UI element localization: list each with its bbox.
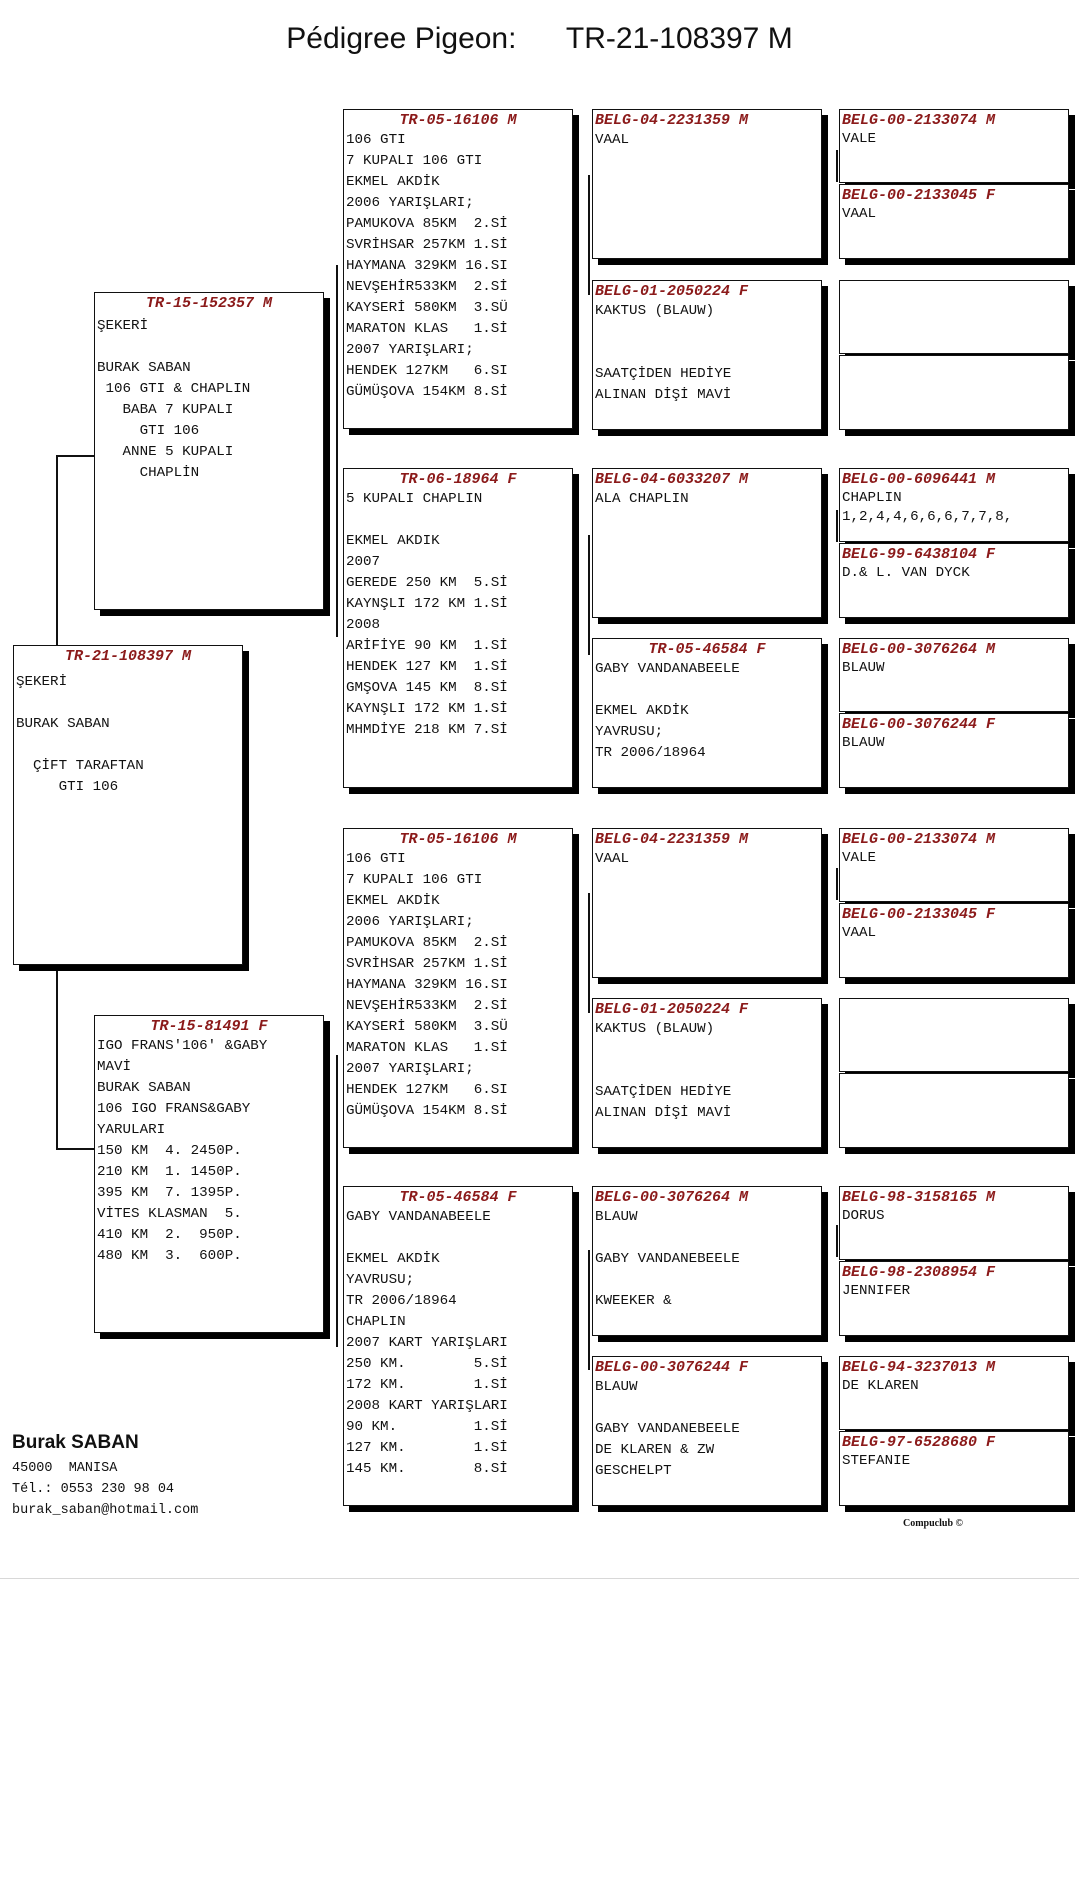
pigeon-card-gen5 bbox=[839, 998, 1069, 1072]
connector bbox=[336, 1055, 338, 1347]
pigeon-card-gen4 bbox=[592, 468, 822, 618]
pigeon-card-gen4 bbox=[592, 638, 822, 788]
pigeon-notes: CHAPLIN 1,2,4,4,6,6,6,7,7,8, bbox=[842, 490, 1013, 525]
ring-number: TR-05-16106 M bbox=[399, 112, 517, 129]
ring-number bbox=[840, 1000, 1068, 1019]
pigeon-notes: 5 KUPALI CHAPLIN EKMEL AKDIK 2007 GEREDE 250 KM 5.Sİ KAYNŞLI 172 KM 1.Sİ 2008 ARİFİYE 90 KM 1.Sİ HENDEK 127 KM 1.Sİ GMŞOVA 145 KM 8.Sİ KAYNŞLI 172 KM 1.Sİ MHMDİYE 218 KM 7.Sİ bbox=[346, 491, 508, 738]
connector bbox=[588, 175, 590, 295]
pigeon-card-gen5 bbox=[839, 184, 1069, 259]
ring-number bbox=[840, 357, 1068, 376]
pigeon-card-gen3 bbox=[343, 828, 573, 1148]
ring-number: BELG-00-3076244 F bbox=[595, 1359, 749, 1376]
pigeon-notes: ALA CHAPLIN bbox=[595, 491, 689, 507]
title-ring: TR-21-108397 M bbox=[565, 22, 793, 55]
pigeon-card-gen4 bbox=[592, 998, 822, 1148]
pigeon-card-subject bbox=[13, 645, 243, 965]
pigeon-card-gen4 bbox=[592, 280, 822, 430]
pigeon-notes: BLAUW bbox=[842, 735, 885, 751]
pigeon-notes: DORUS bbox=[842, 1208, 885, 1224]
ring-number: BELG-97-6528680 F bbox=[842, 1434, 996, 1451]
pigeon-notes: 106 GTI 7 KUPALI 106 GTI EKMEL AKDİK 2006 YARIŞLARI; PAMUKOVA 85KM 2.Sİ SVRİHSAR 257KM 1.Sİ HAYMANA 329KM 16.SI NEVŞEHİR533KM 2.Sİ KAYSERİ 580KM 3.SÜ MARATON KLAS 1.Sİ 2007 YARIŞLARI; HENDEK 127KM 6.SI GÜMÜŞOVA 154KM 8.Sİ bbox=[346, 851, 508, 1119]
connector bbox=[56, 1148, 94, 1150]
ring-number bbox=[840, 282, 1068, 301]
pigeon-notes: BLAUW GABY VANDANEBEELE DE KLAREN & ZW GESCHELPT bbox=[595, 1379, 740, 1479]
connector bbox=[56, 968, 58, 1148]
pigeon-notes: VALE bbox=[842, 131, 877, 147]
ring-number: BELG-94-3237013 M bbox=[842, 1359, 996, 1376]
pigeon-notes: GABY VANDANABEELE EKMEL AKDİK YAVRUSU; TR 2006/18964 CHAPLIN 2007 KART YARIŞLARI 250 KM. 5.Sİ 172 KM. 1.Sİ 2008 KART YARIŞLARI 90 KM. 1.Sİ 127 KM. 1.Sİ 145 KM. 8.Sİ bbox=[346, 1209, 508, 1477]
ring-number: TR-21-108397 M bbox=[64, 648, 192, 665]
pigeon-notes: KAKTUS (BLAUW) SAATÇİDEN HEDİYE ALINAN DİŞİ MAVİ bbox=[595, 1021, 732, 1121]
divider bbox=[0, 1578, 1079, 1579]
connector bbox=[836, 1225, 838, 1257]
pigeon-card-gen4 bbox=[592, 828, 822, 978]
pigeon-card-gen5 bbox=[839, 903, 1069, 978]
connector bbox=[588, 1250, 590, 1370]
ring-number: TR-06-18964 F bbox=[399, 471, 517, 488]
pigeon-card-gen5 bbox=[839, 828, 1069, 902]
ring-number: BELG-00-3076244 F bbox=[842, 716, 996, 733]
ring-number: BELG-00-3076264 M bbox=[595, 1189, 749, 1206]
owner-phone: Tél.: 0553 230 98 04 bbox=[12, 1482, 175, 1497]
pigeon-card-gen5 bbox=[839, 109, 1069, 183]
pigeon-card-gen4 bbox=[592, 109, 822, 259]
ring-number: BELG-00-2133074 M bbox=[842, 831, 996, 848]
pigeon-notes: JENNIFER bbox=[842, 1283, 911, 1299]
connector bbox=[588, 535, 590, 655]
ring-number: TR-05-16106 M bbox=[399, 831, 517, 848]
connector bbox=[56, 455, 58, 645]
pigeon-notes: STEFANIE bbox=[842, 1453, 911, 1469]
pigeon-card-gen5 bbox=[839, 1356, 1069, 1430]
pigeon-card-gen5 bbox=[839, 1073, 1069, 1148]
connector bbox=[836, 510, 838, 542]
ring-number: TR-15-81491 F bbox=[150, 1018, 268, 1035]
ring-number: BELG-00-3076264 M bbox=[842, 641, 996, 658]
pigeon-notes: BLAUW bbox=[842, 660, 885, 676]
pigeon-card-gen5 bbox=[839, 355, 1069, 430]
pigeon-card-gen5 bbox=[839, 280, 1069, 354]
pigeon-card-gen4 bbox=[592, 1186, 822, 1336]
ring-number: TR-05-46584 F bbox=[648, 641, 766, 658]
copyright: Compuclub © bbox=[903, 1518, 963, 1529]
pigeon-card-dam bbox=[94, 1015, 324, 1333]
ring-number: TR-05-46584 F bbox=[399, 1189, 517, 1206]
pigeon-card-gen5 bbox=[839, 713, 1069, 788]
ring-number bbox=[840, 1075, 1068, 1094]
pigeon-card-sire bbox=[94, 292, 324, 610]
pigeon-card-gen3 bbox=[343, 109, 573, 429]
pigeon-card-gen3 bbox=[343, 1186, 573, 1506]
pigeon-notes: 106 GTI 7 KUPALI 106 GTI EKMEL AKDİK 2006 YARIŞLARI; PAMUKOVA 85KM 2.Sİ SVRİHSAR 257KM 1.Sİ HAYMANA 329KM 16.SI NEVŞEHİR533KM 2.Sİ KAYSERİ 580KM 3.SÜ MARATON KLAS 1.Sİ 2007 YARIŞLARI; HENDEK 127KM 6.SI GÜMÜŞOVA 154KM 8.Sİ bbox=[346, 132, 508, 400]
connector bbox=[588, 893, 590, 1013]
connector bbox=[56, 455, 94, 457]
pigeon-notes: D.& L. VAN DYCK bbox=[842, 565, 970, 581]
ring-number: TR-15-152357 M bbox=[145, 295, 273, 312]
owner-email: burak_saban@hotmail.com bbox=[12, 1503, 199, 1518]
title-label: Pédigree Pigeon: bbox=[286, 22, 517, 55]
ring-number: BELG-99-6438104 F bbox=[842, 546, 996, 563]
page-title bbox=[0, 22, 1079, 56]
ring-number: BELG-00-6096441 M bbox=[842, 471, 996, 488]
owner-address: 45000 MANISA bbox=[12, 1461, 118, 1476]
ring-number: BELG-01-2050224 F bbox=[595, 283, 749, 300]
pigeon-card-gen3 bbox=[343, 468, 573, 788]
pigeon-card-gen5 bbox=[839, 543, 1069, 618]
ring-number: BELG-01-2050224 F bbox=[595, 1001, 749, 1018]
pigeon-card-gen5 bbox=[839, 1261, 1069, 1336]
pigeon-notes: VAAL bbox=[842, 206, 877, 222]
pigeon-notes: VAAL bbox=[595, 851, 630, 867]
pigeon-notes: ŞEKERİ BURAK SABAN ÇİFT TARAFTAN GTI 106 bbox=[16, 674, 144, 795]
pigeon-notes: VAAL bbox=[595, 132, 630, 148]
ring-number: BELG-00-2133045 F bbox=[842, 187, 996, 204]
ring-number: BELG-00-2133045 F bbox=[842, 906, 996, 923]
pigeon-notes: ŞEKERİ BURAK SABAN 106 GTI & CHAPLIN BABA 7 KUPALI GTI 106 ANNE 5 KUPALI CHAPLİN bbox=[97, 318, 251, 481]
ring-number: BELG-04-2231359 M bbox=[595, 112, 749, 129]
pigeon-card-gen5 bbox=[839, 1431, 1069, 1506]
owner-info bbox=[12, 1432, 198, 1521]
ring-number: BELG-04-6033207 M bbox=[595, 471, 749, 488]
pigeon-notes: VAAL bbox=[842, 925, 877, 941]
connector bbox=[836, 868, 838, 900]
ring-number: BELG-00-2133074 M bbox=[842, 112, 996, 129]
pigeon-card-gen4 bbox=[592, 1356, 822, 1506]
ring-number: BELG-04-2231359 M bbox=[595, 831, 749, 848]
pigeon-notes: BLAUW GABY VANDANEBEELE KWEEKER & bbox=[595, 1209, 740, 1309]
pigeon-notes: KAKTUS (BLAUW) SAATÇİDEN HEDİYE ALINAN DİŞİ MAVİ bbox=[595, 303, 732, 403]
owner-name: Burak SABAN bbox=[12, 1432, 139, 1453]
connector bbox=[836, 150, 838, 182]
pigeon-notes: GABY VANDANABEELE EKMEL AKDİK YAVRUSU; TR 2006/18964 bbox=[595, 661, 740, 761]
ring-number: BELG-98-2308954 F bbox=[842, 1264, 996, 1281]
pigeon-card-gen5 bbox=[839, 638, 1069, 712]
pigeon-card-gen5 bbox=[839, 468, 1069, 542]
connector bbox=[336, 265, 338, 637]
pigeon-notes: DE KLAREN bbox=[842, 1378, 919, 1394]
ring-number: BELG-98-3158165 M bbox=[842, 1189, 996, 1206]
pigeon-card-gen5 bbox=[839, 1186, 1069, 1260]
pigeon-notes: VALE bbox=[842, 850, 877, 866]
pigeon-notes: IGO FRANS'106' &GABY MAVİ BURAK SABAN 106 IGO FRANS&GABY YARULARI 150 KM 4. 2450P. 210 KM 1. 1450P. 395 KM 7. 1395P. VİTES KLASMAN 5. 410 KM 2. 950P. 480 KM 3. 600P. bbox=[97, 1038, 268, 1264]
